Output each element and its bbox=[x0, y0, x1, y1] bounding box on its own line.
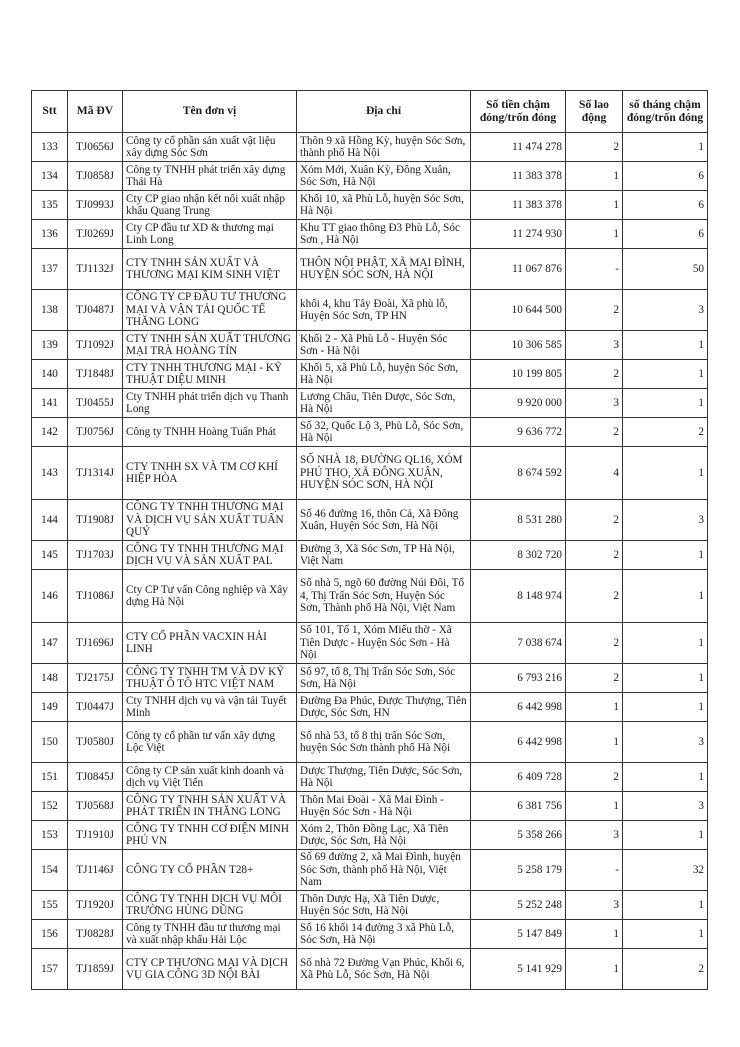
cell-ma-dv: TJ0447J bbox=[68, 693, 123, 722]
cell-stt: 136 bbox=[32, 220, 68, 249]
cell-dia-chi: Số 16 khối 14 đường 3 xã Phù Lỗ, Sóc Sơn, Hà Nội bbox=[297, 920, 471, 949]
cell-so-thang: 6 bbox=[623, 191, 708, 220]
cell-so-lao-dong: 1 bbox=[566, 920, 623, 949]
cell-so-lao-dong: 3 bbox=[566, 891, 623, 920]
cell-stt: 137 bbox=[32, 249, 68, 290]
table-row bbox=[32, 949, 708, 990]
cell-ten-don-vi: CÔNG TY CP ĐẦU TƯ THƯƠNG MẠI VÀ VẬN TẢI QUỐC TẾ THĂNG LONG bbox=[123, 290, 297, 331]
cell-so-lao-dong: 2 bbox=[566, 360, 623, 389]
cell-ten-don-vi: CTY CỔ PHẦN VACXIN HẢI LINH bbox=[123, 623, 297, 664]
cell-so-tien: 11 383 378 bbox=[471, 162, 566, 191]
cell-so-tien: 10 306 585 bbox=[471, 331, 566, 360]
table-row bbox=[32, 249, 708, 290]
cell-dia-chi: Số 32, Quốc Lộ 3, Phù Lỗ, Sóc Sơn, Hà Nội bbox=[297, 418, 471, 447]
cell-ten-don-vi: Công ty TNHH phát triển xây dựng Thái Hà bbox=[123, 162, 297, 191]
cell-so-thang: 32 bbox=[623, 850, 708, 891]
cell-ten-don-vi: Cty TNHH dịch vụ và vận tải Tuyết Minh bbox=[123, 693, 297, 722]
cell-so-thang: 1 bbox=[623, 541, 708, 570]
table-row bbox=[32, 389, 708, 418]
header-row bbox=[32, 91, 708, 133]
cell-so-thang: 2 bbox=[623, 949, 708, 990]
cell-stt: 149 bbox=[32, 693, 68, 722]
cell-so-thang: 1 bbox=[623, 821, 708, 850]
table-row bbox=[32, 191, 708, 220]
cell-ma-dv: TJ0568J bbox=[68, 792, 123, 821]
cell-ma-dv: TJ0858J bbox=[68, 162, 123, 191]
cell-so-lao-dong: 2 bbox=[566, 418, 623, 447]
cell-stt: 144 bbox=[32, 500, 68, 541]
cell-so-thang: 1 bbox=[623, 331, 708, 360]
cell-so-tien: 7 038 674 bbox=[471, 623, 566, 664]
cell-so-tien: 10 199 805 bbox=[471, 360, 566, 389]
cell-so-thang: 1 bbox=[623, 570, 708, 623]
cell-ma-dv: TJ1703J bbox=[68, 541, 123, 570]
header-stt: Stt bbox=[32, 91, 68, 133]
cell-ma-dv: TJ1908J bbox=[68, 500, 123, 541]
cell-dia-chi: Số nhà 72 Đường Vạn Phúc, Khối 6, Xã Phù Lỗ, Sóc Sơn, Hà Nội bbox=[297, 949, 471, 990]
cell-ten-don-vi: Cty CP Tư vấn Công nghiệp và Xây dựng Hà Nội bbox=[123, 570, 297, 623]
table-row bbox=[32, 220, 708, 249]
cell-ma-dv: TJ0756J bbox=[68, 418, 123, 447]
cell-so-thang: 1 bbox=[623, 664, 708, 693]
cell-ten-don-vi: CÔNG TY TNHH THƯƠNG MẠI VÀ DỊCH VỤ SẢN XUẤT TUẤN QUÝ bbox=[123, 500, 297, 541]
cell-stt: 155 bbox=[32, 891, 68, 920]
cell-stt: 153 bbox=[32, 821, 68, 850]
cell-stt: 152 bbox=[32, 792, 68, 821]
cell-stt: 139 bbox=[32, 331, 68, 360]
cell-so-lao-dong: 2 bbox=[566, 664, 623, 693]
header-dia-chi: Địa chỉ bbox=[297, 91, 471, 133]
cell-ma-dv: TJ1696J bbox=[68, 623, 123, 664]
cell-so-thang: 3 bbox=[623, 500, 708, 541]
table-row bbox=[32, 891, 708, 920]
header-so-tien: Số tiền chậm đóng/trốn đóng bbox=[471, 91, 566, 133]
cell-so-thang: 6 bbox=[623, 162, 708, 191]
cell-so-lao-dong: 2 bbox=[566, 570, 623, 623]
table-row bbox=[32, 570, 708, 623]
cell-stt: 134 bbox=[32, 162, 68, 191]
cell-so-thang: 1 bbox=[623, 623, 708, 664]
cell-dia-chi: Số 46 đường 16, thôn Cả, Xã Đông Xuân, Huyện Sóc Sơn, Hà Nội bbox=[297, 500, 471, 541]
cell-so-lao-dong: 2 bbox=[566, 290, 623, 331]
cell-so-tien: 5 141 929 bbox=[471, 949, 566, 990]
table-row bbox=[32, 763, 708, 792]
cell-ma-dv: TJ1146J bbox=[68, 850, 123, 891]
cell-ten-don-vi: CÔNG TY TNHH TM VÀ DV KỸ THUẬT Ô TÔ HTC VIỆT NAM bbox=[123, 664, 297, 693]
cell-stt: 147 bbox=[32, 623, 68, 664]
cell-ma-dv: TJ1314J bbox=[68, 447, 123, 500]
cell-ma-dv: TJ0580J bbox=[68, 722, 123, 763]
cell-ten-don-vi: CTY CP THƯƠNG MẠI VÀ DỊCH VỤ GIA CÔNG 3D NỘI BÀI bbox=[123, 949, 297, 990]
cell-dia-chi: Số nhà 53, tổ 8 thị trấn Sóc Sơn, huyện Sóc Sơn thành phố Hà Nội bbox=[297, 722, 471, 763]
cell-so-tien: 9 920 000 bbox=[471, 389, 566, 418]
cell-so-thang: 1 bbox=[623, 920, 708, 949]
table-row bbox=[32, 360, 708, 389]
cell-stt: 151 bbox=[32, 763, 68, 792]
cell-stt: 141 bbox=[32, 389, 68, 418]
cell-so-thang: 1 bbox=[623, 389, 708, 418]
cell-so-lao-dong: 2 bbox=[566, 623, 623, 664]
cell-ma-dv: TJ1910J bbox=[68, 821, 123, 850]
cell-so-tien: 6 381 756 bbox=[471, 792, 566, 821]
cell-ten-don-vi: CÔNG TY TNHH THƯƠNG MẠI DỊCH VỤ VÀ SẢN XUẤT PAL bbox=[123, 541, 297, 570]
debt-table bbox=[31, 90, 708, 990]
cell-ten-don-vi: CÔNG TY TNHH CƠ ĐIỆN MINH PHÚ VN bbox=[123, 821, 297, 850]
table-row bbox=[32, 331, 708, 360]
table-row bbox=[32, 290, 708, 331]
cell-so-lao-dong: 1 bbox=[566, 792, 623, 821]
cell-so-tien: 6 442 998 bbox=[471, 722, 566, 763]
table-row bbox=[32, 162, 708, 191]
cell-ten-don-vi: CTY TNHH SX VÀ TM CƠ KHÍ HIỆP HÒA bbox=[123, 447, 297, 500]
cell-so-thang: 3 bbox=[623, 792, 708, 821]
cell-so-tien: 10 644 500 bbox=[471, 290, 566, 331]
cell-ma-dv: TJ0455J bbox=[68, 389, 123, 418]
cell-so-tien: 11 474 278 bbox=[471, 133, 566, 162]
table-row bbox=[32, 920, 708, 949]
cell-ma-dv: TJ0487J bbox=[68, 290, 123, 331]
cell-dia-chi: Xóm 2, Thôn Đồng Lạc, Xã Tiên Dược, Sóc Sơn, Hà Nội bbox=[297, 821, 471, 850]
cell-so-tien: 6 793 216 bbox=[471, 664, 566, 693]
cell-so-thang: 1 bbox=[623, 763, 708, 792]
cell-so-tien: 6 409 728 bbox=[471, 763, 566, 792]
cell-dia-chi: Lương Châu, Tiên Dược, Sóc Sơn, Hà Nội bbox=[297, 389, 471, 418]
header-so-thang: số tháng chậm đóng/trốn đóng bbox=[623, 91, 708, 133]
cell-ma-dv: TJ2175J bbox=[68, 664, 123, 693]
cell-dia-chi: Dược Thượng, Tiên Dược, Sóc Sơn, Hà Nội bbox=[297, 763, 471, 792]
cell-so-thang: 2 bbox=[623, 418, 708, 447]
cell-ten-don-vi: CTY TNHH SẢN XUẤT THƯƠNG MẠI TRÀ HOÀNG TÍN bbox=[123, 331, 297, 360]
header-ten-don-vi: Tên đơn vị bbox=[123, 91, 297, 133]
cell-so-tien: 6 442 998 bbox=[471, 693, 566, 722]
cell-ten-don-vi: CTY TNHH THƯƠNG MẠI - KỸ THUẬT DIỆU MINH bbox=[123, 360, 297, 389]
cell-ma-dv: TJ0993J bbox=[68, 191, 123, 220]
cell-so-thang: 1 bbox=[623, 133, 708, 162]
cell-ma-dv: TJ1086J bbox=[68, 570, 123, 623]
cell-dia-chi: Đường 3, Xã Sóc Sơn, TP Hà Nội, Việt Nam bbox=[297, 541, 471, 570]
cell-so-lao-dong: 2 bbox=[566, 500, 623, 541]
cell-so-lao-dong: 2 bbox=[566, 541, 623, 570]
cell-dia-chi: Khối 10, xã Phù Lỗ, huyện Sóc Sơn, Hà Nội bbox=[297, 191, 471, 220]
cell-so-tien: 11 383 378 bbox=[471, 191, 566, 220]
cell-dia-chi: THÔN NỘI PHẬT, XÃ MAI ĐÌNH, HUYỆN SÓC SƠN, HÀ NỘI bbox=[297, 249, 471, 290]
cell-ten-don-vi: Công ty CP sản xuất kinh doanh và dịch vụ Việt Tiến bbox=[123, 763, 297, 792]
cell-so-thang: 50 bbox=[623, 249, 708, 290]
cell-ten-don-vi: CTY TNHH SẢN XUẤT VÀ THƯƠNG MẠI KIM SINH VIỆT bbox=[123, 249, 297, 290]
cell-dia-chi: Số 97, tổ 8, Thị Trấn Sóc Sơn, Sóc Sơn, Hà Nội bbox=[297, 664, 471, 693]
cell-stt: 157 bbox=[32, 949, 68, 990]
cell-so-lao-dong: 1 bbox=[566, 162, 623, 191]
cell-ten-don-vi: CÔNG TY CỔ PHẦN T28+ bbox=[123, 850, 297, 891]
cell-ten-don-vi: CÔNG TY TNHH SẢN XUẤT VÀ PHÁT TRIỂN IN THĂNG LONG bbox=[123, 792, 297, 821]
cell-stt: 143 bbox=[32, 447, 68, 500]
cell-ten-don-vi: Công ty TNHH đầu tư thương mại và xuất nhập khẩu Hải Lộc bbox=[123, 920, 297, 949]
cell-so-lao-dong: 1 bbox=[566, 191, 623, 220]
cell-so-thang: 1 bbox=[623, 693, 708, 722]
cell-so-thang: 3 bbox=[623, 722, 708, 763]
table-row bbox=[32, 623, 708, 664]
table-row bbox=[32, 133, 708, 162]
cell-ma-dv: TJ0828J bbox=[68, 920, 123, 949]
table-row bbox=[32, 850, 708, 891]
cell-stt: 156 bbox=[32, 920, 68, 949]
cell-dia-chi: Xóm Mới, Xuân Kỳ, Đông Xuân, Sóc Sơn, Hà Nội bbox=[297, 162, 471, 191]
cell-dia-chi: Số nhà 5, ngõ 60 đường Núi Đôi, Tổ 4, Thị Trấn Sóc Sơn, Huyện Sóc Sơn, Thành phố Hà Nội, Việt Nam bbox=[297, 570, 471, 623]
cell-dia-chi: Số 101, Tổ 1, Xóm Miếu thờ - Xã Tiên Dược - Huyện Sóc Sơn - Hà Nội bbox=[297, 623, 471, 664]
cell-so-lao-dong: 3 bbox=[566, 331, 623, 360]
cell-so-tien: 8 148 974 bbox=[471, 570, 566, 623]
cell-ten-don-vi: Cty TNHH phát triển dịch vụ Thanh Long bbox=[123, 389, 297, 418]
cell-so-tien: 11 274 930 bbox=[471, 220, 566, 249]
table-row bbox=[32, 418, 708, 447]
table-row bbox=[32, 447, 708, 500]
cell-so-tien: 5 252 248 bbox=[471, 891, 566, 920]
cell-so-tien: 8 674 592 bbox=[471, 447, 566, 500]
cell-so-tien: 5 147 849 bbox=[471, 920, 566, 949]
cell-dia-chi: Thôn Dược Hạ, Xã Tiên Dược, Huyện Sóc Sơn, Hà Nội bbox=[297, 891, 471, 920]
cell-so-tien: 11 067 876 bbox=[471, 249, 566, 290]
cell-stt: 133 bbox=[32, 133, 68, 162]
cell-so-tien: 8 302 720 bbox=[471, 541, 566, 570]
cell-stt: 148 bbox=[32, 664, 68, 693]
cell-ma-dv: TJ0656J bbox=[68, 133, 123, 162]
cell-ten-don-vi: Cty CP đầu tư XD & thương mại Linh Long bbox=[123, 220, 297, 249]
cell-so-tien: 5 258 179 bbox=[471, 850, 566, 891]
cell-so-thang: 1 bbox=[623, 447, 708, 500]
cell-so-tien: 8 531 280 bbox=[471, 500, 566, 541]
cell-so-lao-dong: 4 bbox=[566, 447, 623, 500]
cell-ma-dv: TJ1092J bbox=[68, 331, 123, 360]
cell-ten-don-vi: Công ty cổ phần tư vấn xây dựng Lộc Việt bbox=[123, 722, 297, 763]
cell-ma-dv: TJ1859J bbox=[68, 949, 123, 990]
cell-ma-dv: TJ0845J bbox=[68, 763, 123, 792]
header-so-lao-dong: Số lao động bbox=[566, 91, 623, 133]
cell-dia-chi: Khối 2 - Xã Phù Lỗ - Huyện Sóc Sơn - Hà Nội bbox=[297, 331, 471, 360]
cell-so-thang: 3 bbox=[623, 290, 708, 331]
cell-dia-chi: Thôn 9 xã Hồng Kỳ, huyện Sóc Sơn, thành phố Hà Nội bbox=[297, 133, 471, 162]
cell-so-lao-dong: - bbox=[566, 850, 623, 891]
cell-ma-dv: TJ1848J bbox=[68, 360, 123, 389]
cell-ten-don-vi: Công ty cổ phần sản xuất vật liệu xây dựng Sóc Sơn bbox=[123, 133, 297, 162]
cell-ma-dv: TJ0269J bbox=[68, 220, 123, 249]
cell-dia-chi: SỐ NHÀ 18, ĐƯỜNG QL16, XÓM PHÚ THỌ, XÃ ĐÔNG XUÂN, HUYỆN SÓC SƠN, HÀ NỘI bbox=[297, 447, 471, 500]
table-row bbox=[32, 693, 708, 722]
cell-so-tien: 5 358 266 bbox=[471, 821, 566, 850]
table-row bbox=[32, 722, 708, 763]
cell-stt: 140 bbox=[32, 360, 68, 389]
cell-ten-don-vi: CÔNG TY TNHH DỊCH VỤ MÔI TRƯỜNG HÙNG DŨNG bbox=[123, 891, 297, 920]
cell-stt: 138 bbox=[32, 290, 68, 331]
cell-ten-don-vi: Cty CP giao nhận kết nối xuất nhập khẩu Quang Trung bbox=[123, 191, 297, 220]
cell-dia-chi: Khu TT giao thông Đ3 Phù Lỗ, Sóc Sơn , Hà Nội bbox=[297, 220, 471, 249]
cell-so-thang: 1 bbox=[623, 360, 708, 389]
cell-so-lao-dong: 2 bbox=[566, 763, 623, 792]
header-ma-dv: Mã ĐV bbox=[68, 91, 123, 133]
table-row bbox=[32, 500, 708, 541]
cell-so-lao-dong: 3 bbox=[566, 821, 623, 850]
cell-so-lao-dong: 1 bbox=[566, 722, 623, 763]
cell-stt: 146 bbox=[32, 570, 68, 623]
cell-ma-dv: TJ1920J bbox=[68, 891, 123, 920]
cell-ma-dv: TJ1132J bbox=[68, 249, 123, 290]
cell-stt: 154 bbox=[32, 850, 68, 891]
cell-so-lao-dong: 1 bbox=[566, 220, 623, 249]
cell-so-lao-dong: 1 bbox=[566, 949, 623, 990]
cell-stt: 145 bbox=[32, 541, 68, 570]
table-row bbox=[32, 821, 708, 850]
cell-stt: 150 bbox=[32, 722, 68, 763]
cell-so-lao-dong: 1 bbox=[566, 693, 623, 722]
cell-dia-chi: Khối 5, xã Phù Lỗ, huyện Sóc Sơn, Hà Nội bbox=[297, 360, 471, 389]
table-row bbox=[32, 541, 708, 570]
cell-stt: 142 bbox=[32, 418, 68, 447]
cell-dia-chi: khối 4, khu Tây Đoài, Xã phù lỗ, Huyện Sóc Sơn, TP HN bbox=[297, 290, 471, 331]
cell-so-lao-dong: - bbox=[566, 249, 623, 290]
cell-so-tien: 9 636 772 bbox=[471, 418, 566, 447]
table-row bbox=[32, 792, 708, 821]
cell-dia-chi: Thôn Mai Đoài - Xã Mai Đình - Huyện Sóc Sơn - Hà Nội bbox=[297, 792, 471, 821]
cell-so-thang: 1 bbox=[623, 891, 708, 920]
cell-so-lao-dong: 3 bbox=[566, 389, 623, 418]
cell-so-lao-dong: 2 bbox=[566, 133, 623, 162]
cell-stt: 135 bbox=[32, 191, 68, 220]
cell-dia-chi: Đường Đa Phúc, Được Thượng, Tiên Dược, Sóc Sơn, HN bbox=[297, 693, 471, 722]
cell-so-thang: 6 bbox=[623, 220, 708, 249]
table-row bbox=[32, 664, 708, 693]
cell-ten-don-vi: Công ty TNHH Hoàng Tuấn Phát bbox=[123, 418, 297, 447]
cell-dia-chi: Số 69 đường 2, xã Mai Đình, huyện Sóc Sơn, thành phố Hà Nội, Việt Nam bbox=[297, 850, 471, 891]
